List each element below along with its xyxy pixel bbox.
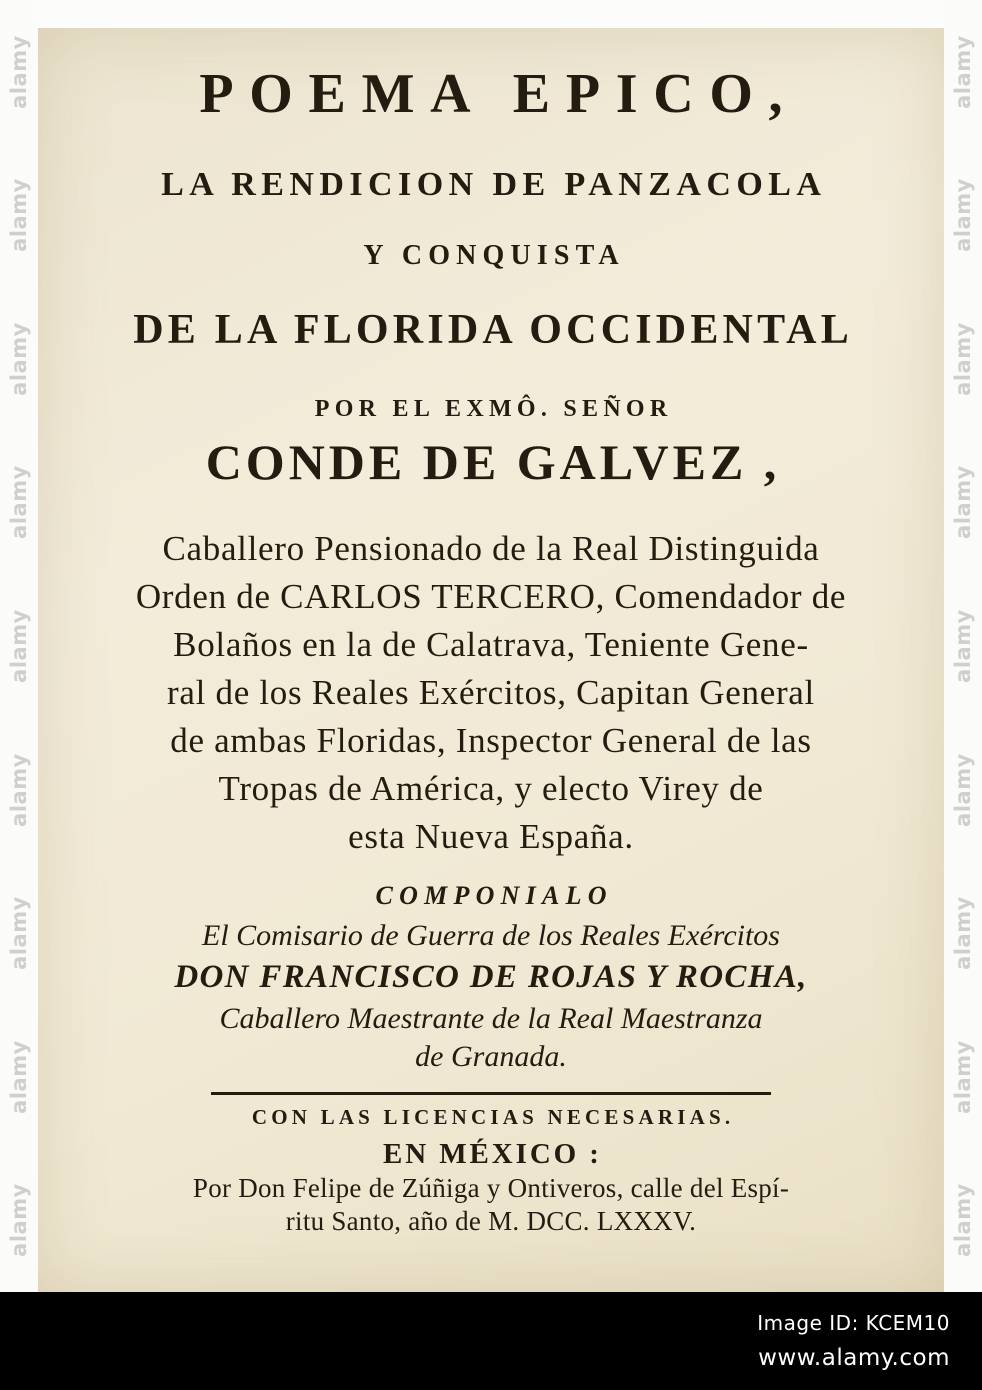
alamy-url: www.alamy.com bbox=[758, 1345, 950, 1371]
alamy-watermark-text: alamy bbox=[7, 178, 31, 253]
alamy-watermark-text: alamy bbox=[951, 1183, 975, 1257]
alamy-watermark-text: alamy bbox=[7, 752, 31, 827]
alamy-watermark-text: alamy bbox=[7, 34, 31, 109]
alamy-watermark-text: alamy bbox=[7, 896, 31, 970]
composer-name: DON FRANCISCO DE ROJAS Y ROCHA, bbox=[174, 959, 808, 995]
top-border-strip bbox=[38, 0, 944, 28]
subtitle-line-1: LA RENDICION DE PANZACOLA bbox=[161, 166, 827, 203]
alamy-watermark-text: alamy bbox=[951, 896, 975, 970]
footer-bar bbox=[0, 1292, 982, 1390]
title-paragraph-line: Tropas de América, y electo Virey de bbox=[218, 769, 764, 808]
alamy-watermark bbox=[0, 601, 38, 691]
alamy-watermark-text: alamy bbox=[7, 1039, 31, 1114]
imprint-place: EN MÉXICO : bbox=[383, 1138, 602, 1170]
alamy-watermark bbox=[944, 1175, 982, 1265]
alamy-watermark bbox=[944, 314, 982, 404]
image-id: Image ID: KCEM10 bbox=[757, 1311, 950, 1335]
title-paragraph-line: esta Nueva España. bbox=[348, 817, 634, 856]
titles-paragraph bbox=[38, 525, 944, 861]
alamy-watermark-text: alamy bbox=[951, 1039, 975, 1114]
title-paragraph-line: Bolaños en la de Calatrava, Teniente Gene- bbox=[173, 625, 809, 664]
alamy-watermark-text: alamy bbox=[951, 34, 975, 109]
alamy-watermark bbox=[944, 27, 982, 117]
alamy-watermark-text: alamy bbox=[7, 322, 31, 396]
author-name: CONDE DE GALVEZ , bbox=[205, 434, 781, 490]
imprint-line-2: ritu Santo, año de M. DCC. LXXXV. bbox=[285, 1206, 697, 1236]
alamy-watermark bbox=[0, 745, 38, 835]
main-title: POEMA EPICO, bbox=[199, 63, 799, 125]
alamy-watermark-text: alamy bbox=[951, 322, 975, 396]
alamy-watermark bbox=[944, 1032, 982, 1122]
subtitle-line-3: DE LA FLORIDA OCCIDENTAL bbox=[133, 307, 853, 353]
alamy-watermark bbox=[0, 314, 38, 404]
alamy-watermark-text: alamy bbox=[951, 465, 975, 540]
composer-line-2: Caballero Maestrante de la Real Maestranza bbox=[219, 1002, 763, 1035]
alamy-watermark-text: alamy bbox=[951, 609, 975, 683]
byline: POR EL EXMÔ. SEÑOR bbox=[314, 396, 673, 422]
title-paragraph-line: de ambas Floridas, Inspector General de las bbox=[170, 721, 812, 760]
alamy-watermark bbox=[944, 745, 982, 835]
imprint-line-1: Por Don Felipe de Zúñiga y Ontiveros, calle del Espí- bbox=[192, 1173, 790, 1203]
alamy-watermark bbox=[0, 1175, 38, 1265]
alamy-watermark bbox=[0, 170, 38, 260]
alamy-watermark bbox=[944, 457, 982, 547]
watermark-strip-right bbox=[944, 0, 982, 1292]
alamy-watermark-text: alamy bbox=[7, 465, 31, 540]
alamy-watermark-text: alamy bbox=[7, 609, 31, 683]
alamy-watermark bbox=[944, 170, 982, 260]
subtitle-line-2: Y CONQUISTA bbox=[363, 240, 625, 271]
title-paragraph-line: Orden de CARLOS TERCERO, Comendador de bbox=[135, 577, 847, 616]
alamy-watermark bbox=[0, 1032, 38, 1122]
composer-line-3: de Granada. bbox=[415, 1040, 567, 1073]
license-line: CON LAS LICENCIAS NECESARIAS. bbox=[251, 1105, 735, 1129]
title-paragraph-line: Caballero Pensionado de la Real Distinguida bbox=[162, 529, 820, 568]
alamy-watermark bbox=[0, 888, 38, 978]
watermark-strip-left bbox=[0, 0, 38, 1292]
alamy-watermark-text: alamy bbox=[951, 178, 975, 253]
alamy-watermark-text: alamy bbox=[7, 1183, 31, 1257]
title-paragraph-line: ral de los Reales Exércitos, Capitan General bbox=[167, 673, 815, 712]
book-title-page bbox=[38, 28, 944, 1292]
alamy-watermark bbox=[0, 27, 38, 117]
alamy-watermark bbox=[944, 888, 982, 978]
alamy-watermark bbox=[0, 457, 38, 547]
composer-line-1: El Comisario de Guerra de los Reales Exércitos bbox=[202, 919, 780, 952]
alamy-watermark-text: alamy bbox=[951, 752, 975, 827]
alamy-watermark bbox=[944, 601, 982, 691]
composed-by-label: COMPONIALO bbox=[375, 881, 613, 910]
horizontal-rule bbox=[211, 1092, 771, 1095]
